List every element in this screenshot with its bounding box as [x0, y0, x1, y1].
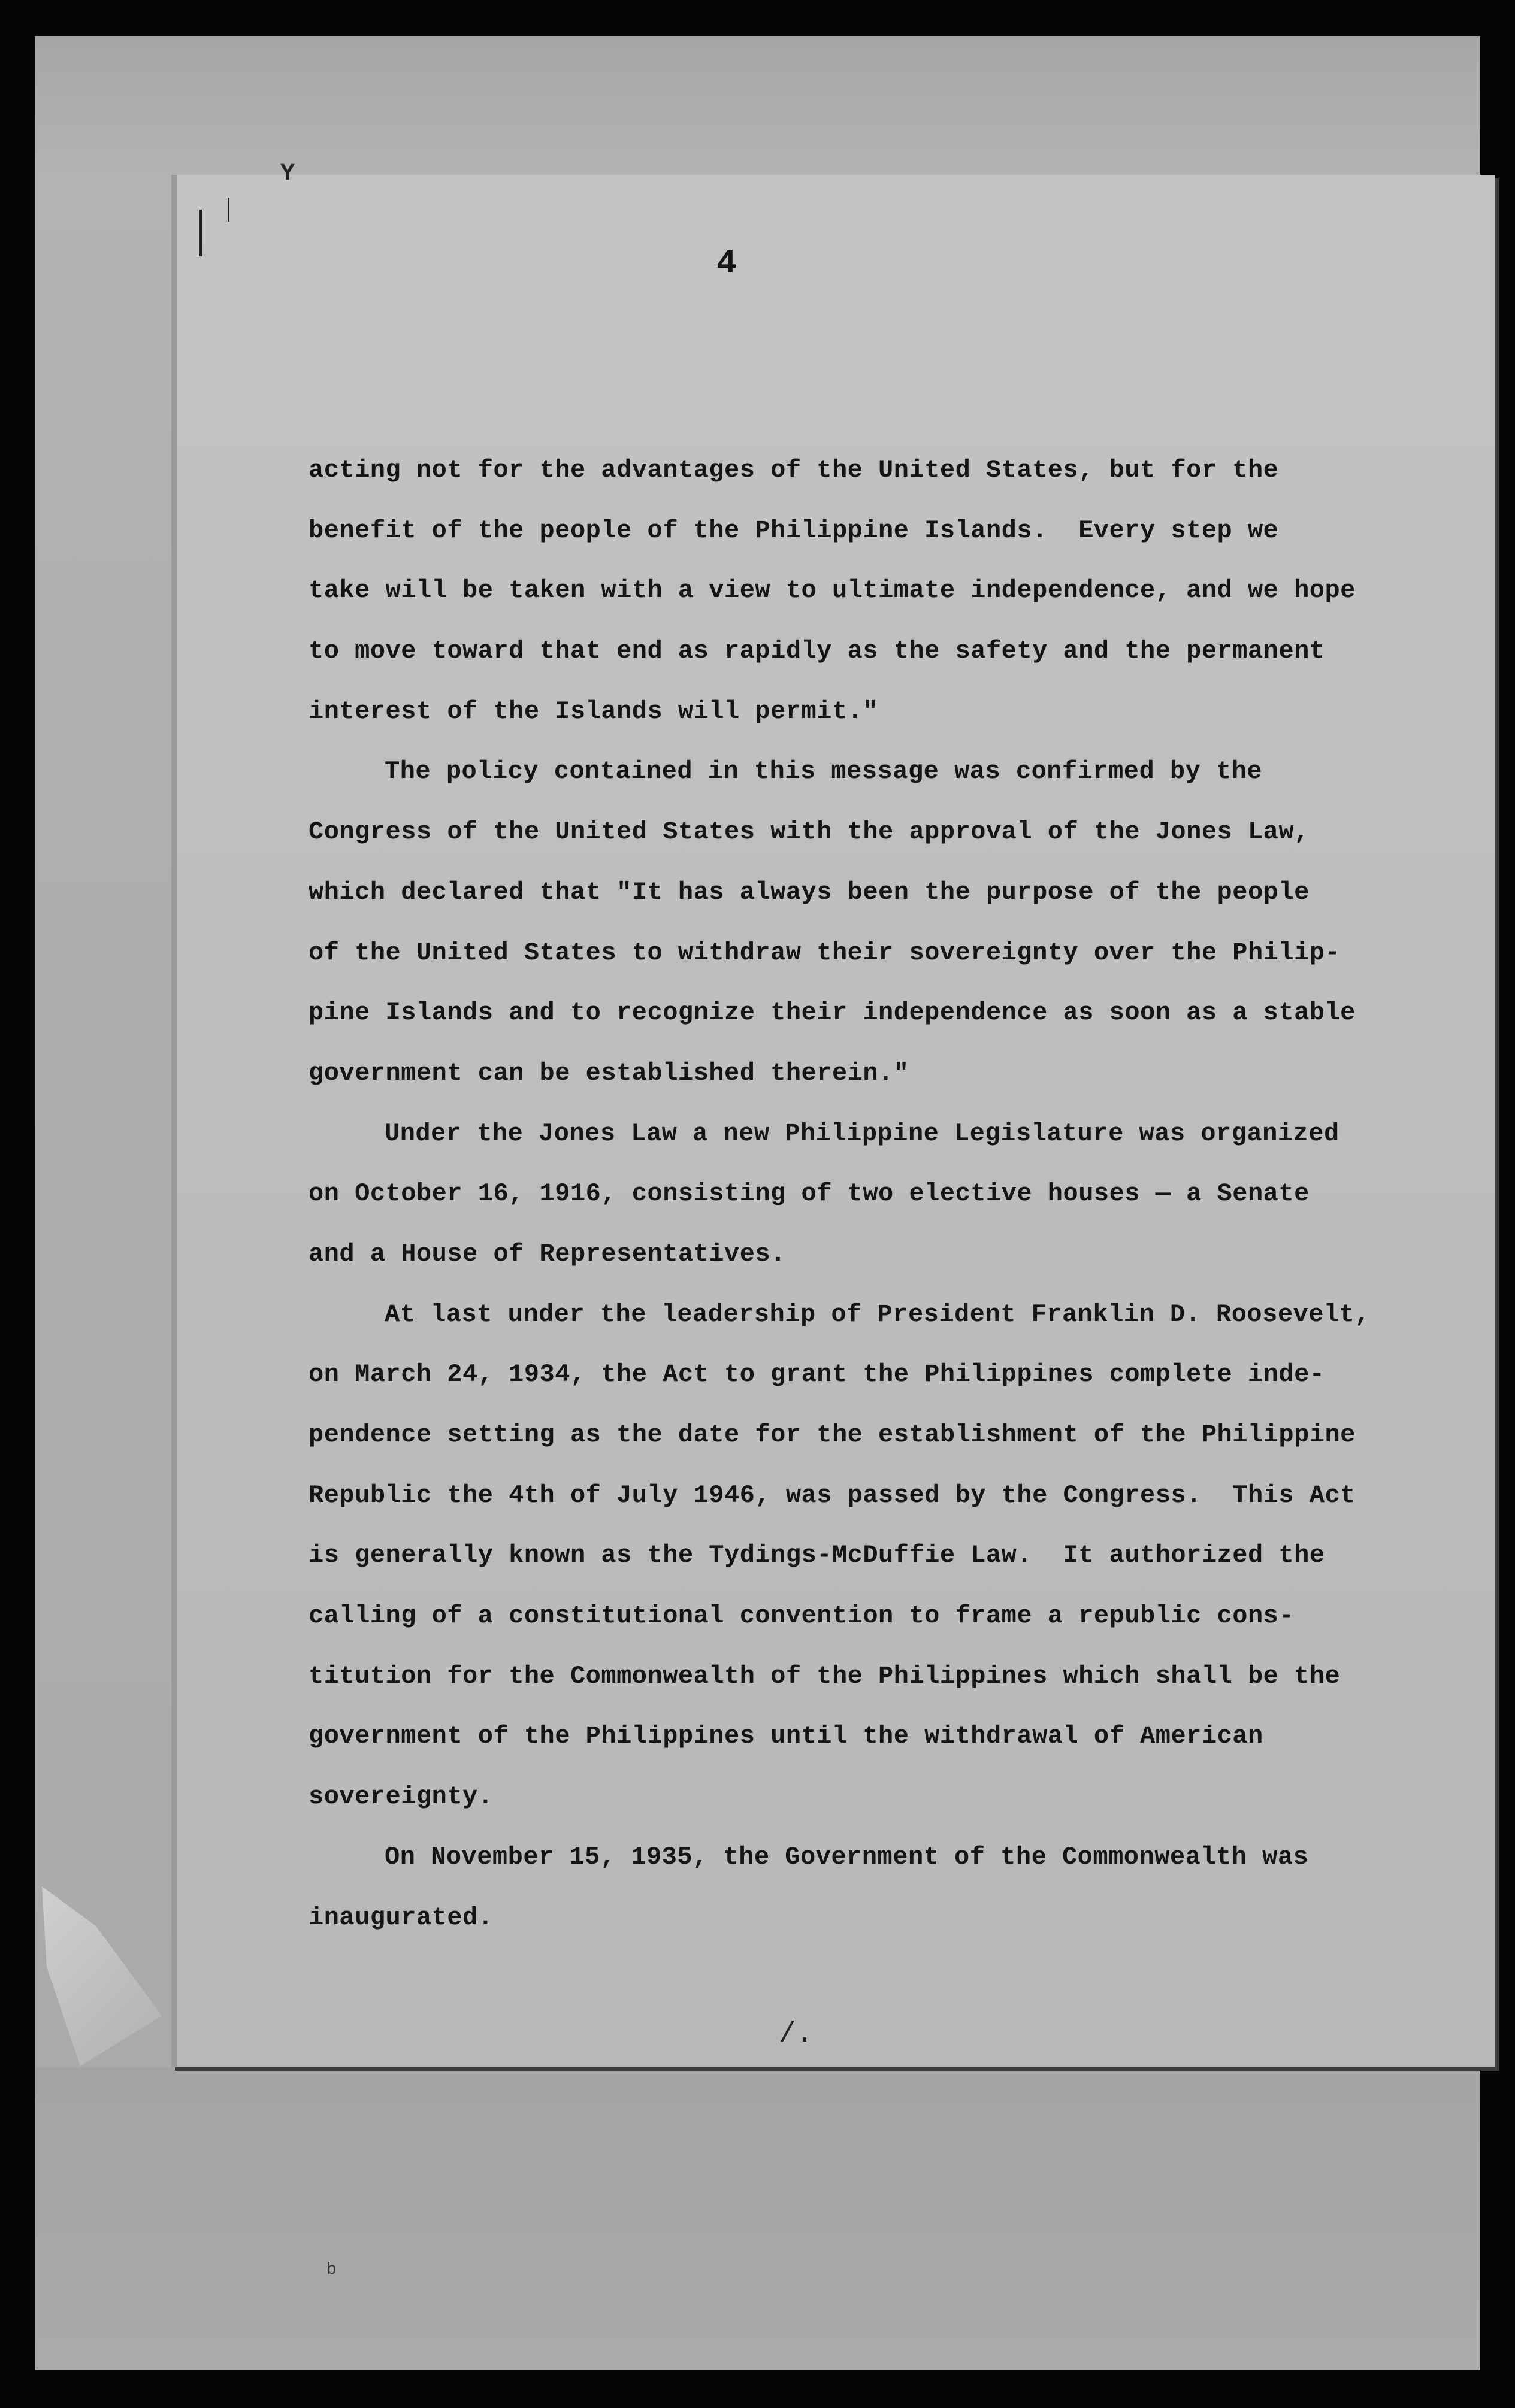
page-edge [171, 175, 177, 2067]
text-line: on March 24, 1934, the Act to grant the Philippines complete inde- [309, 1360, 1325, 1389]
text-line: interest of the Islands will permit." [309, 696, 879, 726]
margin-tick [228, 198, 229, 222]
text-line: pendence setting as the date for the establishment of the Philippine [309, 1420, 1356, 1449]
text-line: titution for the Commonwealth of the Philippines which shall be the [309, 1661, 1341, 1691]
text-line: The policy contained in this message was confirmed by the [385, 757, 1263, 786]
text-line: government can be established therein." [309, 1058, 909, 1088]
margin-tick [199, 210, 202, 256]
text-line: sovereignty. [309, 1782, 494, 1812]
text-line: is generally known as the Tydings-McDuffie Law. It authorized the [309, 1541, 1325, 1570]
text-line: of the United States to withdraw their sovereignty over the Philip- [309, 938, 1341, 967]
text-line: and a House of Representatives. [309, 1239, 786, 1268]
bottom-backing-strip [35, 2067, 1480, 2370]
text-line: At last under the leadership of President Franklin D. Roosevelt, [385, 1300, 1371, 1329]
text-line: Congress of the United States with the approval of the Jones Law, [309, 817, 1310, 847]
bottom-margin-mark: /. [779, 2018, 814, 2050]
lower-margin-mark: b [326, 2261, 337, 2279]
top-margin-mark: Y [280, 160, 295, 187]
text-line: which declared that "It has always been the purpose of the people [309, 877, 1310, 907]
text-line: take will be taken with a view to ultimate independence, and we hope [309, 576, 1356, 605]
page-number: 4 [716, 244, 737, 283]
text-line: Under the Jones Law a new Philippine Legislature was organized [385, 1119, 1339, 1148]
top-backing-strip [35, 36, 1480, 175]
text-line: on October 16, 1916, consisting of two elective houses — a Senate [309, 1179, 1310, 1208]
text-line: acting not for the advantages of the United States, but for the [309, 456, 1279, 484]
text-line: benefit of the people of the Philippine Islands. Every step we [309, 516, 1279, 545]
text-line: inaugurated. [309, 1903, 494, 1932]
text-line: calling of a constitutional convention to frame a republic cons- [309, 1601, 1295, 1631]
text-line: On November 15, 1935, the Government of the Commonwealth was [385, 1842, 1309, 1871]
document-body [309, 440, 1381, 1947]
text-line: to move toward that end as rapidly as the safety and the permanent [309, 637, 1325, 666]
text-line: pine Islands and to recognize their independence as soon as a stable [309, 998, 1356, 1028]
text-line: Republic the 4th of July 1946, was passed by the Congress. This Act [309, 1480, 1356, 1510]
text-line: government of the Philippines until the withdrawal of American [309, 1722, 1263, 1751]
